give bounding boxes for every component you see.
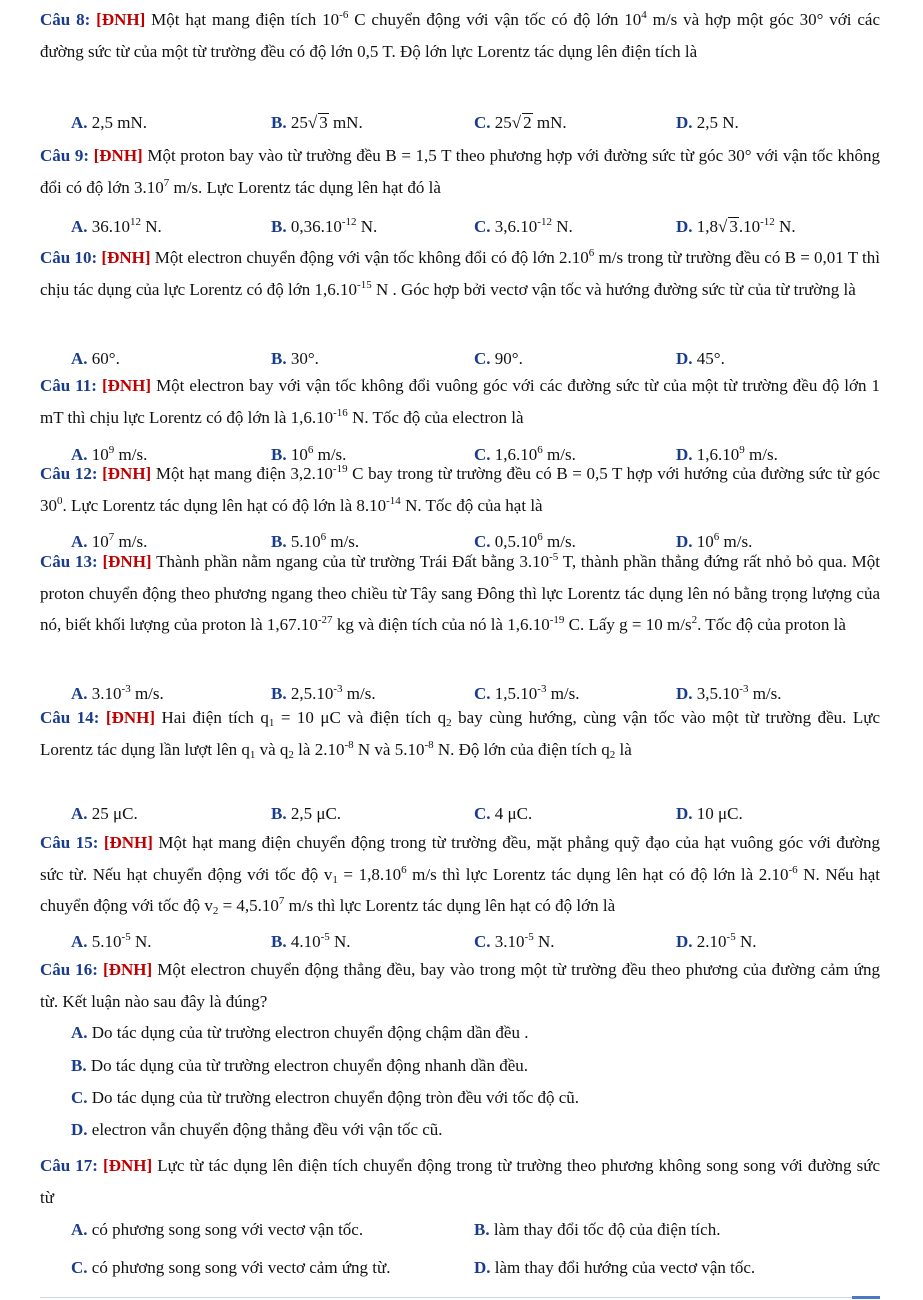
options-row <box>0 108 923 138</box>
option-letter: A. <box>71 113 88 132</box>
question-text: Một hạt mang điện chuyển động trong từ trường đều, mặt phẳng quỹ đạo của hạt vuông góc với đường sức từ. Nếu hạt chuyển động với tốc độ $v_1 = 1,8.10^6$ m/s thì lực Lorentz tác dụng lên hạt có độ lớn là $2.10^{-6}$ N. Nếu hạt chuyển động với tốc độ $v_2 = 4,5.10^7$ m/s thì lực Lorentz tác dụng lên hạt có độ lớn là <box>40 833 881 917</box>
question-number: Câu 8: <box>40 10 91 29</box>
option-text: 2,5 N. <box>696 113 739 132</box>
option-letter: B. <box>271 349 287 368</box>
option-text: 36.10$^{12}$ N. <box>91 216 162 236</box>
question-stem <box>40 827 880 922</box>
option-letter: B. <box>271 113 287 132</box>
superscript: 6 <box>713 531 720 543</box>
option-text: 60°. <box>91 349 120 368</box>
question-stem <box>40 458 880 521</box>
subscript: 1 <box>332 873 338 886</box>
option-b <box>271 212 377 242</box>
superscript: -19 <box>549 614 565 626</box>
option-c <box>71 1083 579 1113</box>
option-letter: C. <box>474 445 491 464</box>
superscript: 2 <box>691 614 698 626</box>
superscript: 6 <box>307 444 314 456</box>
option-d <box>676 212 796 242</box>
question-number: Câu 11: <box>40 376 97 395</box>
option-c <box>71 1253 391 1283</box>
options-row <box>0 212 923 242</box>
option-c <box>474 927 554 957</box>
option-letter: A. <box>71 349 88 368</box>
option-letter: D. <box>676 804 693 823</box>
superscript: -5 <box>524 931 534 943</box>
option-text: có phương song song với vectơ cảm ứng từ. <box>91 1258 391 1277</box>
option-d <box>71 1115 443 1145</box>
options-row <box>0 927 923 957</box>
superscript: 4 <box>641 9 647 21</box>
question-number: Câu 10: <box>40 248 98 267</box>
option-d <box>676 108 739 138</box>
subscript: 1 <box>268 717 275 729</box>
option-letter: B. <box>474 1220 490 1239</box>
option-letter: D. <box>676 113 693 132</box>
superscript: 7 <box>163 176 170 189</box>
superscript: -5 <box>121 931 131 943</box>
option-letter: C. <box>71 1258 88 1277</box>
subscript: 2 <box>212 905 219 917</box>
option-text: 10 μC. <box>696 804 743 823</box>
option-letter: C. <box>474 684 491 703</box>
option-letter: A. <box>71 532 88 551</box>
question-tag: [ĐNH] <box>96 10 146 29</box>
option-text: 4 μC. <box>494 804 533 823</box>
option-letter: C. <box>474 804 491 823</box>
superscript: 9 <box>108 444 115 456</box>
option-text: $3.10^{-5}$ N. <box>494 931 555 951</box>
option-d <box>676 927 756 957</box>
option-text: Do tác dụng của từ trường electron chuyển động chậm dần đều . <box>91 1023 529 1042</box>
superscript: -19 <box>332 463 348 475</box>
option-letter: C. <box>474 349 491 368</box>
superscript: -27 <box>317 614 333 626</box>
option-text: 2,5 mN. <box>91 113 148 132</box>
option-text: $2.10^{-5}$ N. <box>696 931 757 951</box>
superscript: 12 <box>130 216 142 228</box>
question-tag: [ĐNH] <box>93 146 143 165</box>
question-number: Câu 15: <box>40 833 99 852</box>
option-letter: A. <box>71 1023 88 1042</box>
option-letter: D. <box>474 1258 491 1277</box>
superscript: 6 <box>588 247 595 259</box>
option-text: $10^7$ m/s. <box>91 531 148 551</box>
option-b <box>271 799 341 829</box>
option-letter: D. <box>71 1120 88 1139</box>
question-text: Một electron chuyển động thẳng đều, bay vào trong một từ trường đều theo phương của đường cảm ứng từ. Kết luận nào sau đây là đúng? <box>40 960 881 1011</box>
superscript: 0 <box>57 494 63 507</box>
question-tag: [ĐNH] <box>103 833 153 852</box>
option-letter: C. <box>71 1088 88 1107</box>
question-text: Lực từ tác dụng lên điện tích chuyển động trong từ trường theo phương không song song với đường sức từ <box>40 1156 881 1207</box>
option-text: làm thay đổi tốc độ của điện tích. <box>493 1220 721 1239</box>
square-root: √ 3 <box>307 113 328 132</box>
option-text: có phương song song với vectơ vận tốc. <box>91 1220 364 1239</box>
option-text: 2,5 μC. <box>290 804 342 823</box>
option-letter: D. <box>676 349 693 368</box>
radicand: 3 <box>319 113 328 132</box>
superscript: -5 <box>549 551 559 563</box>
option-text: 25 μC. <box>91 804 138 823</box>
options-row <box>0 1215 923 1245</box>
option-text: $0,36.10^{-12}$ N. <box>290 216 378 236</box>
question-text: Hai điện tích $q_1 = 10$ μC và điện tích $q_2$ bay cùng hướng, cùng vận tốc vào một từ trường đều. Lực Lorentz tác dụng lần lượt lên $q_1$ và $q_2$ là $2.10^{-8}$ N và $5.10^{-8}$ N. Độ lớn của điện tích $q_2$ là <box>40 708 881 761</box>
option-letter: B. <box>71 1056 87 1075</box>
option-letter: A. <box>71 217 88 236</box>
question-number: Câu 13: <box>40 552 98 571</box>
question-number: Câu 12: <box>40 464 98 483</box>
superscript: -12 <box>341 216 357 228</box>
option-text: $10^6$ m/s. <box>290 444 347 464</box>
radicand: 2 <box>523 113 532 132</box>
option-text: 0,5.10$^6$ m/s. <box>494 531 576 551</box>
option-text: làm thay đổi hướng của vectơ vận tốc. <box>494 1258 756 1277</box>
option-letter: B. <box>271 932 287 951</box>
option-text: $3,5.10^{-3}$ m/s. <box>696 683 782 703</box>
option-letter: C. <box>474 217 491 236</box>
superscript: -6 <box>339 9 349 21</box>
option-text: $3.10^{-3}$ m/s. <box>91 683 164 703</box>
option-text: $10^9$ m/s. <box>91 444 148 464</box>
question-tag: [ĐNH] <box>101 376 152 395</box>
superscript: -16 <box>333 406 348 419</box>
option-d <box>676 799 743 829</box>
superscript: 6 <box>537 531 543 543</box>
option-d <box>474 1253 755 1283</box>
option-text: 25√ 2 mN. <box>494 113 567 132</box>
question-stem <box>40 4 880 67</box>
option-c <box>474 212 573 242</box>
option-text: $3,6.10^{-12}$ N. <box>494 216 573 236</box>
question-text: Một hạt mang điện $3,2.10^{-19}$ C bay trong từ trường đều có B = 0,5 T hợp với hướng của đường sức từ góc $30^0$. Lực Lorentz tác dụng lên hạt có độ lớn là $8.10^{-14}$ N. Tốc độ của hạt là <box>40 463 880 515</box>
option-letter: A. <box>71 445 88 464</box>
option-letter: A. <box>71 932 88 951</box>
subscript: 1 <box>249 748 256 761</box>
question-text: Một electron bay với vận tốc không đổi vuông góc với các đường sức từ của một từ trường đều độ lớn 1 mT thì chịu lực Lorentz có độ lớn là $1,6.10^{-16}$ N. Tốc độ của electron là <box>40 376 881 427</box>
option-letter: B. <box>271 217 287 236</box>
option-text: 1,8√ $3.10^{-12}$ N. <box>696 216 796 236</box>
option-b <box>474 1215 720 1245</box>
option-letter: D. <box>676 932 693 951</box>
option-text: $10^6$ m/s. <box>696 531 753 551</box>
question-stem <box>40 1150 880 1213</box>
question-number: Câu 17: <box>40 1156 98 1175</box>
superscript: -3 <box>537 683 547 695</box>
question-number: Câu 9: <box>40 146 89 165</box>
question-text: Một hạt mang điện tích $10^{-6}$ C chuyển động với vận tốc có độ lớn $10^4$ m/s và hợp một góc 30° với các đường sức từ của một từ trường đều có độ lớn 0,5 T. Độ lớn lực Lorentz tác dụng lên điện tích là <box>40 9 881 61</box>
superscript: 6 <box>401 863 407 876</box>
superscript: -8 <box>424 738 434 751</box>
question-stem <box>40 954 880 1017</box>
superscript: -5 <box>320 931 330 943</box>
question-number: Câu 16: <box>40 960 98 979</box>
option-b <box>271 108 363 138</box>
option-text: 1,6.10$^9$ m/s. <box>696 444 778 464</box>
option-letter: B. <box>271 684 287 703</box>
superscript: -6 <box>788 863 798 876</box>
question-number: Câu 14: <box>40 708 100 727</box>
question-tag: [ĐNH] <box>102 552 152 571</box>
superscript: -3 <box>739 683 749 695</box>
subscript: 2 <box>446 717 452 729</box>
superscript: 6 <box>537 444 543 456</box>
option-letter: C. <box>474 532 491 551</box>
question-stem <box>40 702 880 765</box>
superscript: 7 <box>108 531 115 543</box>
option-text: $1,5.10^{-3}$ m/s. <box>494 683 580 703</box>
option-text: 25√ 3 mN. <box>290 113 363 132</box>
bottom-divider <box>40 1297 880 1298</box>
question-stem <box>40 546 880 641</box>
question-stem <box>40 242 880 305</box>
question-tag: [ĐNH] <box>105 708 156 727</box>
option-letter: B. <box>271 445 287 464</box>
option-b <box>71 1051 528 1081</box>
option-text: 45°. <box>696 349 725 368</box>
superscript: -8 <box>344 738 354 751</box>
square-root: √ 2 <box>511 113 532 132</box>
question-text: Một proton bay vào từ trường đều B = 1,5 T theo phương hợp với đường sức từ góc 30° với vận tốc không đổi có độ lớn 3.10$^7$ m/s. Lực Lorentz tác dụng lên hạt đó là <box>40 146 881 197</box>
options-row <box>71 1018 891 1048</box>
question-text: Một electron chuyển động với vận tốc không đổi có độ lớn 2.10$^6$ m/s trong từ trường đều có B = 0,01 T thì chịu tác dụng của lực Lorentz có độ lớn $1,6.10^{-15}$ N . Góc hợp bởi vectơ vận tốc và hướng đường sức từ của từ trường là <box>40 247 881 299</box>
option-letter: D. <box>676 684 693 703</box>
options-row <box>71 1115 891 1145</box>
option-letter: A. <box>71 1220 88 1239</box>
superscript: 7 <box>278 895 285 907</box>
option-a <box>71 799 138 829</box>
option-a <box>71 927 151 957</box>
option-text: electron vẫn chuyển động thẳng đều với vận tốc cũ. <box>91 1120 443 1139</box>
option-text: 1,6.10$^6$ m/s. <box>494 444 576 464</box>
option-letter: C. <box>474 932 491 951</box>
option-letter: D. <box>676 445 693 464</box>
square-root: √ 3 <box>718 217 738 236</box>
superscript: -14 <box>386 494 401 507</box>
option-letter: D. <box>676 217 693 236</box>
superscript: -15 <box>357 278 372 291</box>
superscript: -12 <box>760 216 775 228</box>
superscript: -5 <box>726 931 736 943</box>
option-letter: D. <box>676 532 693 551</box>
option-text: 30°. <box>290 349 319 368</box>
option-text: Do tác dụng của từ trường electron chuyển động tròn đều với tốc độ cũ. <box>91 1088 580 1107</box>
question-text: Thành phần nằm ngang của từ trường Trái Đất bằng $3.10^{-5}$ T, thành phần thẳng đứng rất nhỏ bỏ qua. Một proton chuyển động theo phương ngang theo chiều từ Tây sang Đông thì lực Lorentz tác dụng lên nó bằng trọng lượng của nó, biết khối lượng của proton là $1,67.10^{-27}$ kg và điện tích của nó là $1,6.10^{-19}$ C. Lấy g = 10 $m/s^2$. Tốc độ của proton là <box>40 551 881 634</box>
option-a <box>71 1215 363 1245</box>
options-row <box>71 1051 891 1081</box>
bottom-accent-bar <box>852 1296 880 1299</box>
superscript: -3 <box>333 683 343 695</box>
option-letter: A. <box>71 804 88 823</box>
option-a <box>71 108 147 138</box>
option-a <box>71 1018 528 1048</box>
question-stem <box>40 140 880 203</box>
question-tag: [ĐNH] <box>101 248 151 267</box>
option-letter: A. <box>71 684 88 703</box>
superscript: 9 <box>739 444 745 456</box>
subscript: 2 <box>288 748 294 761</box>
option-letter: B. <box>271 804 287 823</box>
option-letter: B. <box>271 532 287 551</box>
subscript: 2 <box>609 748 616 761</box>
options-row <box>71 1083 891 1113</box>
question-tag: [ĐNH] <box>103 1156 153 1175</box>
option-a <box>71 212 162 242</box>
option-text: $2,5.10^{-3}$ m/s. <box>290 683 376 703</box>
option-b <box>271 927 351 957</box>
superscript: -12 <box>537 216 552 228</box>
option-text: 90°. <box>494 349 523 368</box>
question-tag: [ĐNH] <box>103 960 153 979</box>
options-row <box>0 1253 923 1283</box>
radicand: 3 <box>729 217 738 236</box>
question-tag: [ĐNH] <box>102 464 152 483</box>
option-text: $5.10^{-5}$ N. <box>91 931 152 951</box>
option-text: Do tác dụng của từ trường electron chuyển động nhanh dần đều. <box>90 1056 529 1075</box>
options-row <box>0 799 923 829</box>
option-text: 5.10$^6$ m/s. <box>290 531 360 551</box>
option-c <box>474 108 567 138</box>
option-text: $4.10^{-5}$ N. <box>290 931 351 951</box>
option-letter: C. <box>474 113 491 132</box>
superscript: -3 <box>121 683 131 695</box>
option-c <box>474 799 532 829</box>
question-stem <box>40 370 880 433</box>
superscript: 6 <box>320 531 327 543</box>
